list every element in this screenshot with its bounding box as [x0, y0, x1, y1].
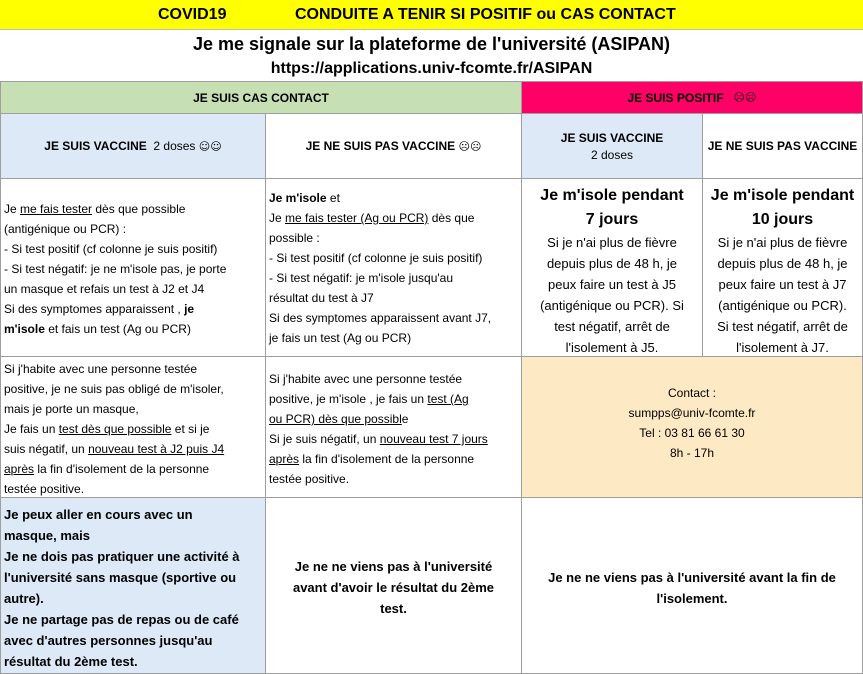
- sad-faces-icon: ☹☹: [733, 91, 757, 104]
- smiley-faces-icon: ☺☺: [198, 139, 222, 153]
- col-vaccine-doses: 2 doses: [153, 139, 196, 153]
- col-vaccine-contact-label: JE SUIS VACCINE: [44, 139, 147, 153]
- r3-vaccine-contact-cell: Je peux aller en cours avec un masque, mais Je ne dois pas pratiquer une activité à l'université sans masque (sportive ou autre). Je ne partage pas de repas ou de café avec d'autres personnes jusqu'au résultat du 2ème test.: [0, 498, 266, 674]
- platform-url[interactable]: https://applications.univ-fcomte.fr/ASIPAN: [270, 60, 593, 77]
- r2-non-vaccine-contact-cell: Si j'habite avec une personne testée positive, je m'isole , je fais un test (Ag ou PCR) dès que possible Si je suis négatif, un nouveau test 7 jours après la fin d'isolement de la personne testée positive.: [266, 357, 522, 498]
- contact-email[interactable]: sumpps@univ-fcomte.fr: [628, 406, 756, 420]
- section-positif: [522, 81, 863, 114]
- col-vaccine-positif: [522, 114, 703, 179]
- col-non-vaccine-contact: [266, 114, 522, 179]
- r1-non-vaccine-contact-cell: Je m'isole et Je me fais tester (Ag ou PCR) dès que possible : - Si test positif (cf colonne je suis positif) - Si test négatif: je m'isole jusqu'au résultat du test à J7 Si des symptomes apparaissent avant J7, je fais un test (Ag ou PCR): [266, 179, 522, 357]
- r1-non-vaccine-positif-cell: Je m'isole pendant 10 jours Si je n'ai plus de fièvre depuis plus de 48 h, je peux faire un test à J7 (antigénique ou PCR). Si test négatif, arrêt de l'isolement à J7.: [703, 179, 863, 357]
- col-non-vaccine-positif: [703, 114, 863, 179]
- col-non-vaccine-contact-label: JE NE SUIS PAS VACCINE: [305, 139, 456, 153]
- subtitle: Je me signale sur la plateforme de l'université (ASIPAN): [192, 34, 671, 54]
- col-vaccine-positif-doses: 2 doses: [590, 147, 634, 162]
- section-cas-contact-label: JE SUIS CAS CONTACT: [193, 90, 329, 105]
- covid-label: COVID19: [158, 6, 227, 23]
- r3-positif-cell: Je ne ne viens pas à l'université avant la fin de l'isolement.: [522, 498, 863, 674]
- r1-vaccine-positif-cell: Je m'isole pendant 7 jours Si je n'ai plus de fièvre depuis plus de 48 h, je peux faire un test à J5 (antigénique ou PCR). Si test négatif, arrêt de l'isolement à J5.: [522, 179, 703, 357]
- r3-non-vaccine-contact-cell: Je ne ne viens pas à l'université avant d'avoir le résultat du 2ème test.: [266, 498, 522, 674]
- contact-label: Contact :: [667, 386, 717, 400]
- section-cas-contact: [0, 81, 522, 114]
- r2-vaccine-contact-cell: Si j'habite avec une personne testée positive, je ne suis pas obligé de m'isoler, mais je porte un masque, Je fais un test dès que possible et si je suis négatif, un nouveau test à J2 puis J4 après la fin d'isolement de la personne testée positive.: [0, 357, 266, 498]
- page-title: CONDUITE A TENIR SI POSITIF ou CAS CONTACT: [295, 6, 676, 23]
- test-link-text: me fais tester: [20, 202, 93, 216]
- contact-hours: 8h - 17h: [669, 446, 715, 460]
- title-band: [0, 0, 863, 30]
- r1-vaccine-contact-cell: Je me fais tester dès que possible (antigénique ou PCR) : - Si test positif (cf colonne je suis positif) - Si test négatif: je ne m'isole pas, je porte un masque et refais un test à J2 et J4 Si des symptomes apparaissent , je m'isole et fais un test (Ag ou PCR): [0, 179, 266, 357]
- contact-box: [522, 357, 863, 498]
- col-vaccine-positif-label: JE SUIS VACCINE: [560, 130, 664, 145]
- contact-phone: Tel : 03 81 66 61 30: [639, 426, 745, 440]
- col-non-vaccine-positif-label: JE NE SUIS PAS VACCINE: [707, 139, 858, 153]
- sad-faces-icon: ☹☹: [458, 139, 482, 153]
- section-positif-label: JE SUIS POSITIF: [627, 90, 724, 105]
- col-vaccine-contact: [0, 114, 266, 179]
